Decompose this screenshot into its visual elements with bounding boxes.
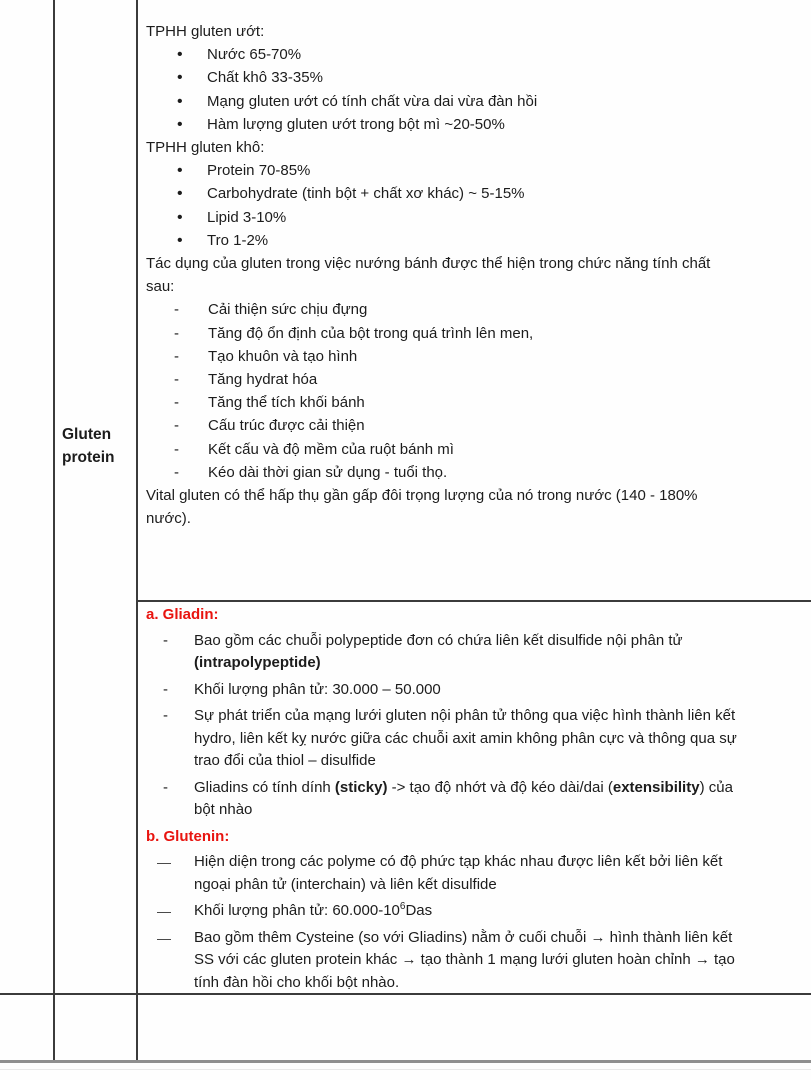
text-run: Cải thiện sức chịu đựng <box>208 301 368 319</box>
list-item <box>146 182 806 205</box>
list-item-text <box>207 93 537 110</box>
text-run: Tăng độ ổn định của bột trong quá trình lên men, <box>208 324 534 342</box>
list-item-text <box>208 441 454 458</box>
list <box>146 298 806 484</box>
paragraph <box>146 484 806 530</box>
list-item <box>146 368 806 391</box>
text-run: tính đàn hồi cho khối bột nhào. <box>194 973 400 991</box>
list-item <box>146 43 806 66</box>
section-heading <box>146 604 810 627</box>
table-column-border-left <box>53 0 55 1062</box>
text-run: Protein 70-85% <box>207 162 311 180</box>
text-run: Das <box>405 902 433 919</box>
dash-marker: — <box>157 903 171 919</box>
bullet-marker: • <box>177 115 183 133</box>
dash-marker: — <box>157 854 171 870</box>
page-edge-shadow <box>0 1069 811 1070</box>
list-item <box>146 414 806 437</box>
text-run: Lipid 3-10% <box>207 208 287 226</box>
list-item-text <box>194 902 432 919</box>
text-run: Kết cấu và độ mềm của ruột bánh mì <box>208 440 454 458</box>
text-run: -> tạo độ nhớt và độ kéo dài/dai ( <box>387 778 613 796</box>
content-cell-divider <box>137 600 811 602</box>
dash-marker: — <box>157 929 171 946</box>
list-item-text <box>208 325 533 342</box>
list-item-text <box>207 185 525 202</box>
text-run: Chất khô 33-35% <box>207 69 323 87</box>
list <box>146 159 806 252</box>
bullet-marker: • <box>177 46 183 64</box>
dash-marker: - <box>174 440 179 458</box>
section-heading <box>146 826 810 849</box>
dash-marker: - <box>163 707 168 724</box>
list-item <box>146 322 806 345</box>
text-run: Hiện diện trong các polyme có độ phức tạp khác nhau được liên kết bởi liên kết <box>194 853 723 870</box>
content-section-top <box>146 20 806 530</box>
list-item-text <box>194 681 441 698</box>
text-run: nước). <box>146 510 191 528</box>
text-run: Kéo dài thời gian sử dụng - tuổi thọ. <box>208 463 448 481</box>
bullet-marker: • <box>177 208 183 226</box>
list-item-text <box>208 371 317 388</box>
dash-marker: - <box>163 778 168 796</box>
paragraph <box>146 20 806 43</box>
list-item-text <box>194 707 737 769</box>
text-run: trao đổi của thiol – disulfide <box>194 752 376 769</box>
list-item <box>146 113 806 136</box>
list-item-text <box>207 69 323 86</box>
text-run: b. Glutenin: <box>146 827 230 845</box>
list-item-text <box>207 209 286 226</box>
text-run: bột nhào <box>194 801 253 818</box>
list-item <box>146 777 810 822</box>
list-item <box>146 66 806 89</box>
bullet-marker: • <box>177 92 183 110</box>
text-run: Tro 1-2% <box>207 231 269 249</box>
text-run: (intrapolypeptide) <box>194 654 321 671</box>
text-run: Tăng thể tích khối bánh <box>208 394 365 412</box>
list-item-text <box>208 464 447 481</box>
list-item-text <box>208 348 357 365</box>
list-item <box>146 679 810 702</box>
text-run: ngoại phân tử (interchain) và liên kết disulfide <box>194 875 497 893</box>
content-section-bottom <box>146 604 810 998</box>
dash-marker: - <box>174 301 179 319</box>
text-run: Khối lượng phân tử: 30.000 – 50.000 <box>194 680 441 698</box>
list-item-text <box>207 116 505 133</box>
list <box>146 43 806 136</box>
dash-marker: - <box>174 417 179 435</box>
text-run: Nước 65-70% <box>207 46 302 64</box>
text-run: Vital gluten có thể hấp thụ gần gấp đôi trọng lượng của nó trong nước (140 - 180% <box>146 487 698 505</box>
list-item-text <box>194 779 733 819</box>
paragraph <box>146 136 806 159</box>
text-run: TPHH gluten khô: <box>146 139 265 157</box>
list <box>146 851 810 994</box>
text-run: Khối lượng phân tử: 60.000-10 <box>194 902 400 919</box>
list-item <box>146 298 806 321</box>
bullet-marker: • <box>177 231 183 249</box>
table-bottom-border <box>0 1060 811 1063</box>
dash-marker: - <box>174 371 179 389</box>
bullet-marker: • <box>177 162 183 180</box>
list-item-text <box>194 929 735 991</box>
row-header-label: Gluten protein <box>62 426 115 466</box>
list-item-text <box>194 632 683 672</box>
dash-marker: - <box>174 347 179 365</box>
text-run: hydro, liên kết kỵ nước giữa các chuỗi axit amin không phân cực và thông qua sự <box>194 729 737 747</box>
paragraph <box>146 252 806 298</box>
text-run: Bao gồm các chuỗi polypeptide đơn có chứa liên kết disulfide nội phân tử <box>194 631 683 649</box>
list-item-text <box>207 46 301 63</box>
list-item <box>146 851 810 896</box>
text-run: extensibility <box>612 778 700 796</box>
text-run: ) của <box>699 778 733 796</box>
text-run: Sự phát triển của mạng lưới gluten nội phân tử thông qua việc hình thành liên kết <box>194 707 736 724</box>
text-run: Hàm lượng gluten ướt trong bột mì ~20-50% <box>207 115 505 133</box>
list-item <box>146 461 806 484</box>
list-item-text <box>194 853 722 893</box>
list-item <box>146 630 810 675</box>
text-run: Mạng gluten ướt có tính chất vừa dai vừa đàn hồi <box>207 92 538 110</box>
list-item <box>146 438 806 461</box>
dash-marker: - <box>174 463 179 481</box>
text-run: SS với các gluten protein khác → tạo thành 1 mạng lưới gluten hoàn chỉnh → tạo <box>194 951 735 968</box>
bullet-marker: • <box>177 69 183 87</box>
text-run: Cấu trúc được cải thiện <box>208 417 365 435</box>
list-item-text <box>207 162 310 179</box>
table-column-border-mid <box>136 0 138 1062</box>
list-item <box>146 900 810 923</box>
text-run: sau: <box>146 278 175 296</box>
list-item-text <box>207 232 268 249</box>
list-item-text <box>208 417 365 434</box>
text-run: Carbohydrate (tinh bột + chất xơ khác) ~ 5-15% <box>207 185 525 203</box>
list-item <box>146 206 806 229</box>
text-run: Tăng hydrat hóa <box>208 371 318 389</box>
dash-marker: - <box>174 324 179 342</box>
list <box>146 630 810 822</box>
list-item <box>146 90 806 113</box>
list-item <box>146 391 806 414</box>
list-item <box>146 159 806 182</box>
dash-marker: - <box>163 680 168 698</box>
text-run: 6 <box>399 901 406 912</box>
list-item <box>146 345 806 368</box>
dash-marker: - <box>163 631 168 649</box>
text-run: TPHH gluten ướt: <box>146 23 265 40</box>
text-run: Tác dụng của gluten trong việc nướng bánh được thể hiện trong chức năng tính chất <box>146 255 711 273</box>
dash-marker: - <box>174 394 179 412</box>
list-item <box>146 229 806 252</box>
text-run: Gliadins có tính dính <box>194 778 335 796</box>
text-run: Bao gồm thêm Cysteine (so với Gliadins) nằm ở cuối chuỗi → hình thành liên kết <box>194 928 733 946</box>
text-run: Tạo khuôn và tạo hình <box>208 347 358 365</box>
list-item <box>146 705 810 773</box>
text-run: a. Gliadin: <box>146 606 219 623</box>
text-run: (sticky) <box>334 778 388 796</box>
list-item <box>146 927 810 995</box>
list-item-text <box>208 394 365 411</box>
list-item-text <box>208 301 367 318</box>
bullet-marker: • <box>177 185 183 203</box>
